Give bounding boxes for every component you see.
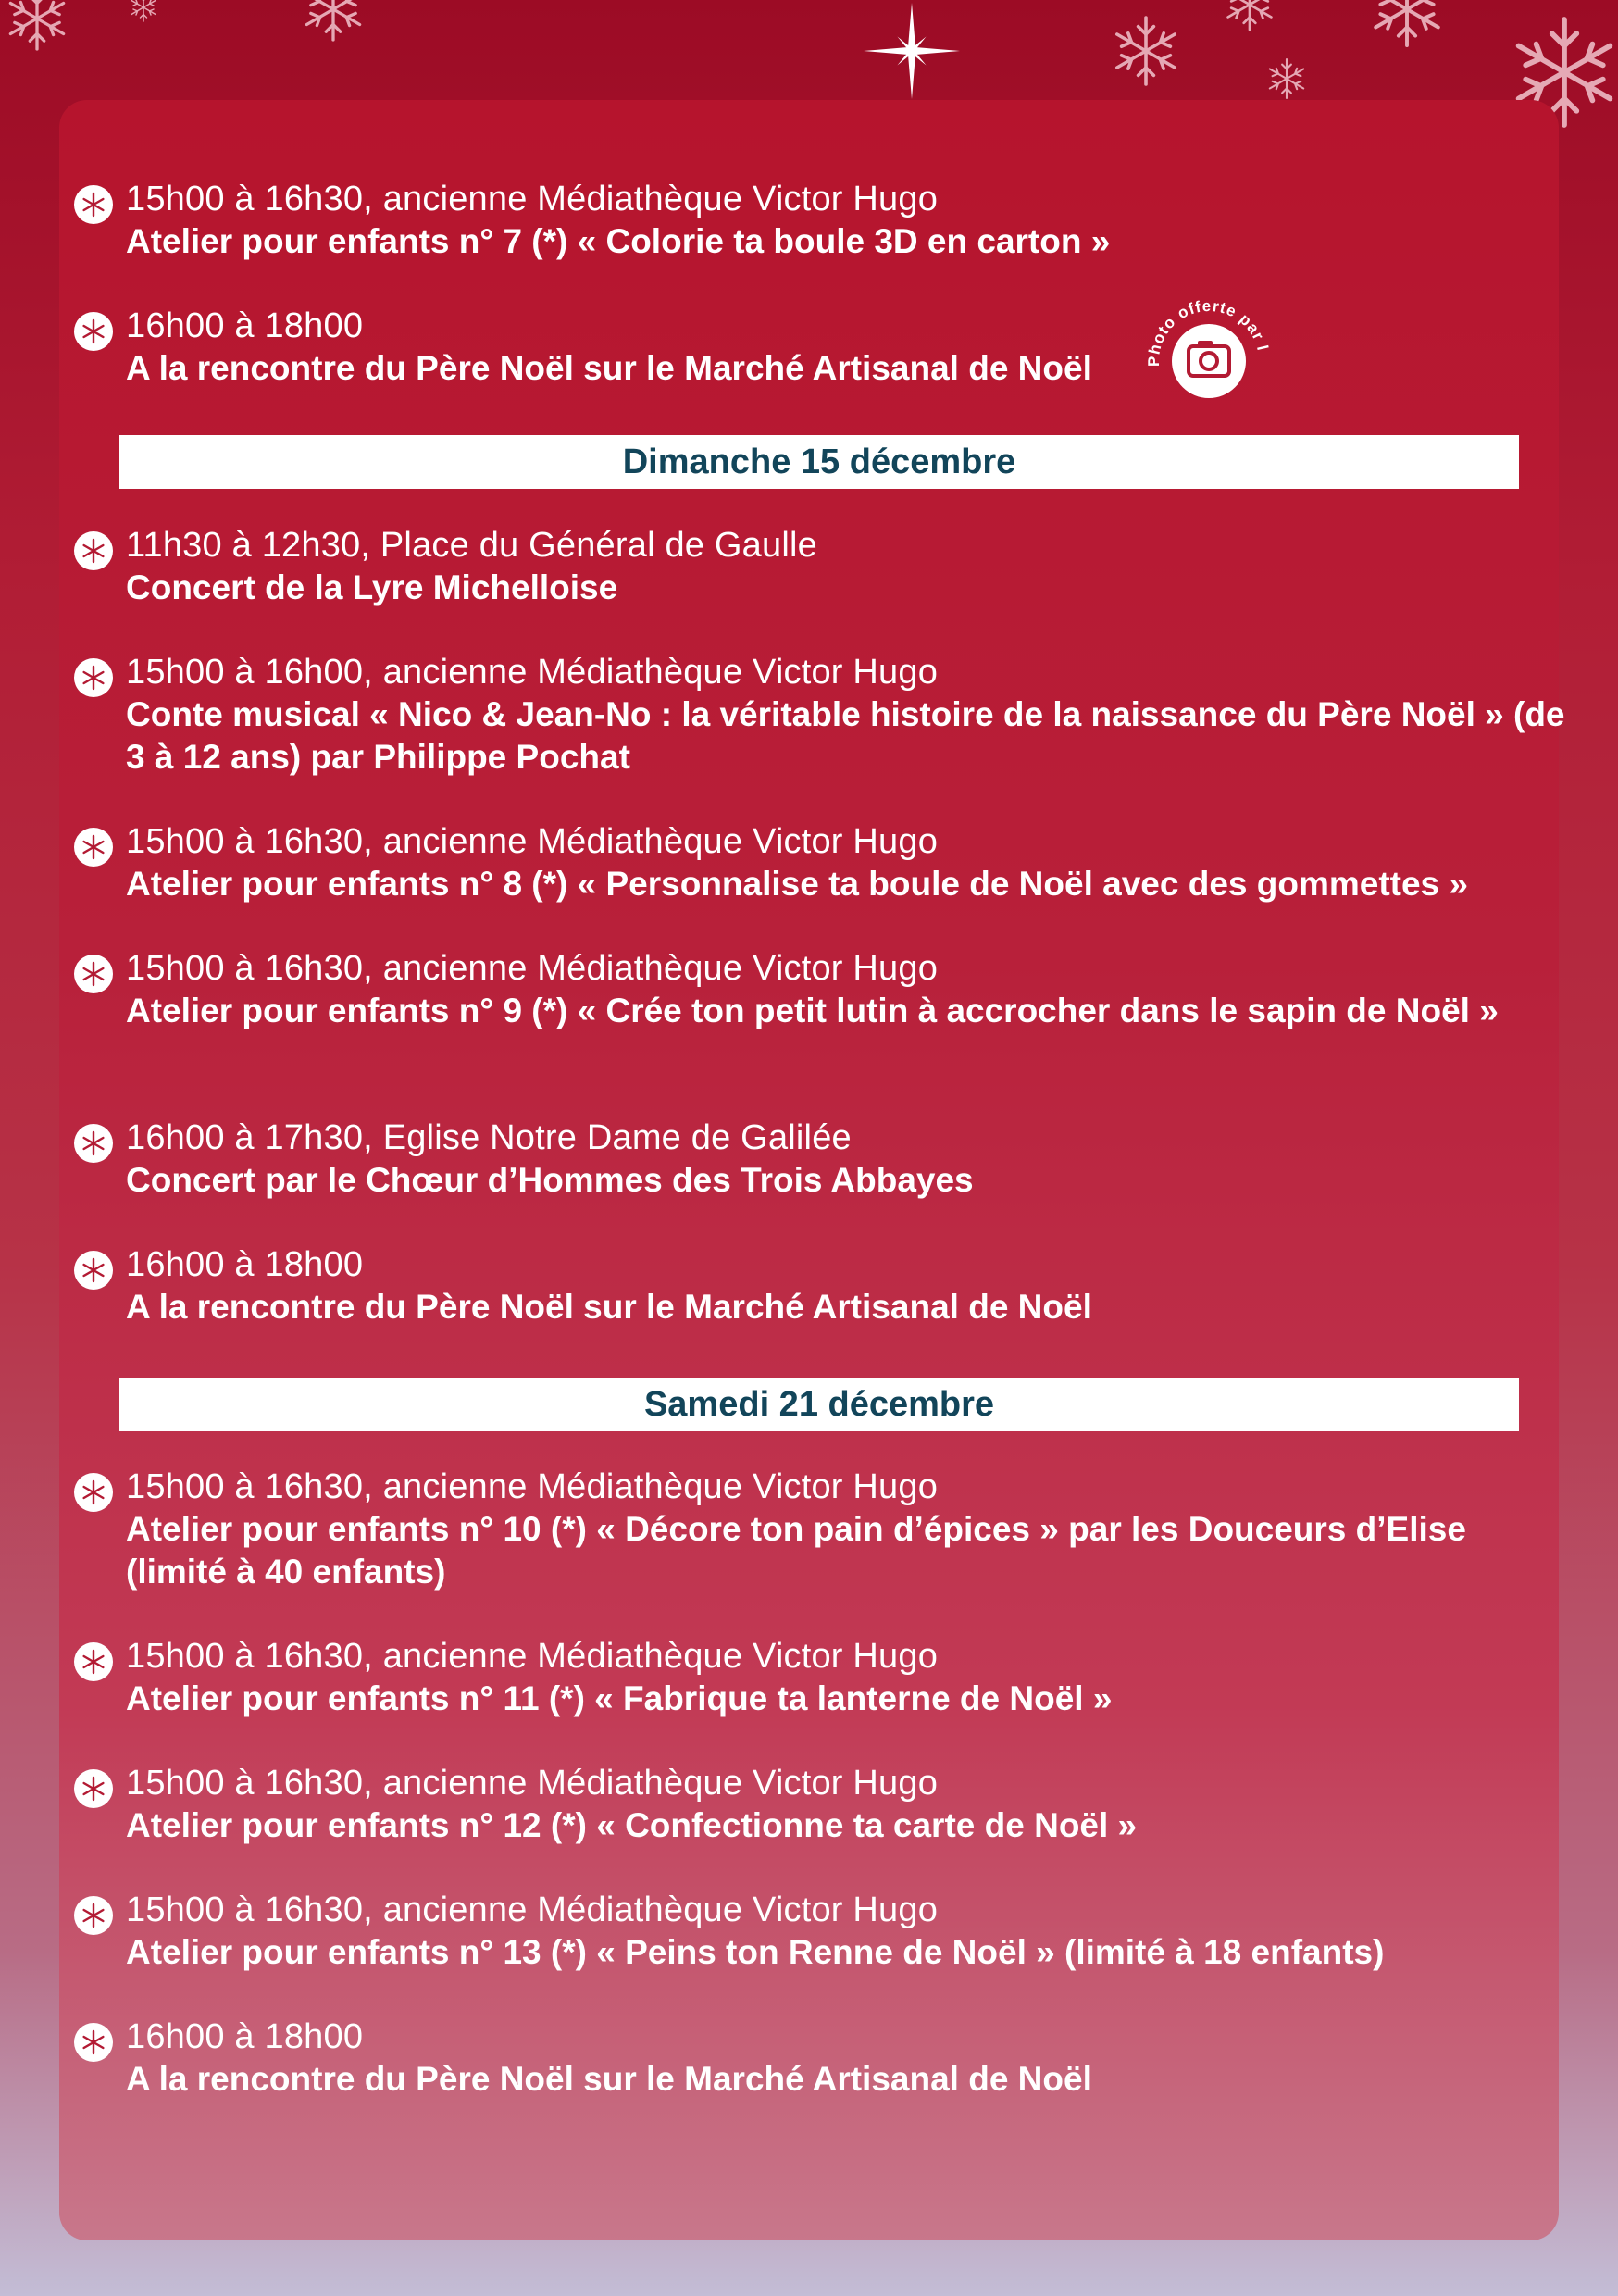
snowflake-bullet-icon [74, 1124, 113, 1163]
event-time: 15h00 à 16h30, ancienne Médiathèque Victor Hugo [126, 180, 939, 218]
event-time: 15h00 à 16h30, ancienne Médiathèque Victor Hugo [126, 1890, 939, 1929]
event-title: Concert de la Lyre Michelloise [126, 568, 618, 606]
event-time: 16h00 à 18h00 [126, 1245, 364, 1284]
snowflake-bullet-icon [74, 1473, 113, 1512]
event-title: Concert par le Chœur d’Hommes des Trois Abbayes [126, 1161, 974, 1199]
day-header: Dimanche 15 décembre [119, 435, 1519, 489]
event-time: 16h00 à 17h30, Eglise Notre Dame de Galilée [126, 1118, 852, 1157]
snowflake-bullet-icon [74, 1251, 113, 1290]
snowflake-bullet-icon [74, 955, 113, 993]
event-time: 16h00 à 18h00 [126, 2017, 364, 2056]
event-title: Atelier pour enfants n° 12 (*) « Confectionne ta carte de Noël » [126, 1806, 1138, 1844]
event-time: 11h30 à 12h30, Place du Général de Gaulle [126, 526, 817, 565]
event-title: Atelier pour enfants n° 8 (*) « Personnalise ta boule de Noël avec des gommettes » [126, 865, 1468, 903]
event-time: 16h00 à 18h00 [126, 306, 364, 345]
event-time: 15h00 à 16h30, ancienne Médiathèque Victor Hugo [126, 1467, 939, 1506]
event-title: Atelier pour enfants n° 10 (*) « Décore ton pain d’épices » par les Douceurs d’Elise (limité à 40 enfants) [126, 1510, 1466, 1591]
event-title: Atelier pour enfants n° 9 (*) « Crée ton petit lutin à accrocher dans le sapin de Noël » [126, 992, 1499, 1029]
snowflake-bullet-icon [74, 1769, 113, 1808]
snowflake-bullet-icon [74, 658, 113, 697]
snowflake-bullet-icon [74, 531, 113, 570]
event-title: A la rencontre du Père Noël sur le Marché Artisanal de Noël [126, 349, 1092, 387]
snowflake-bullet-icon [74, 1896, 113, 1935]
event-time: 15h00 à 16h30, ancienne Médiathèque Victor Hugo [126, 1764, 939, 1803]
day-header: Samedi 21 décembre [119, 1378, 1519, 1431]
event-title: Atelier pour enfants n° 13 (*) « Peins ton Renne de Noël » (limité à 18 enfants) [126, 1933, 1385, 1971]
snowflake-bullet-icon [74, 2023, 113, 2062]
event-title: A la rencontre du Père Noël sur le Marché Artisanal de Noël [126, 2060, 1092, 2098]
snowflake-bullet-icon [74, 185, 113, 224]
event-title: Atelier pour enfants n° 11 (*) « Fabrique ta lanterne de Noël » [126, 1679, 1113, 1717]
snowflake-bullet-icon [74, 828, 113, 867]
snowflake-bullet-icon [74, 1642, 113, 1681]
event-time: 15h00 à 16h30, ancienne Médiathèque Victor Hugo [126, 949, 939, 988]
event-time: 15h00 à 16h30, ancienne Médiathèque Victor Hugo [126, 1637, 939, 1676]
event-time: 15h00 à 16h30, ancienne Médiathèque Victor Hugo [126, 822, 939, 861]
snowflake-bullet-icon [74, 312, 113, 351]
event-title: Conte musical « Nico & Jean-No : la véritable histoire de la naissance du Père Noël » (de 3 à 12 ans) par Philippe Pochat [126, 695, 1565, 776]
badge-text: Photo offerte par l'UDAC [1144, 296, 1272, 368]
event-time: 15h00 à 16h00, ancienne Médiathèque Victor Hugo [126, 653, 939, 692]
event-title: Atelier pour enfants n° 7 (*) « Colorie ta boule 3D en carton » [126, 222, 1111, 260]
event-title: A la rencontre du Père Noël sur le Marché Artisanal de Noël [126, 1288, 1092, 1326]
